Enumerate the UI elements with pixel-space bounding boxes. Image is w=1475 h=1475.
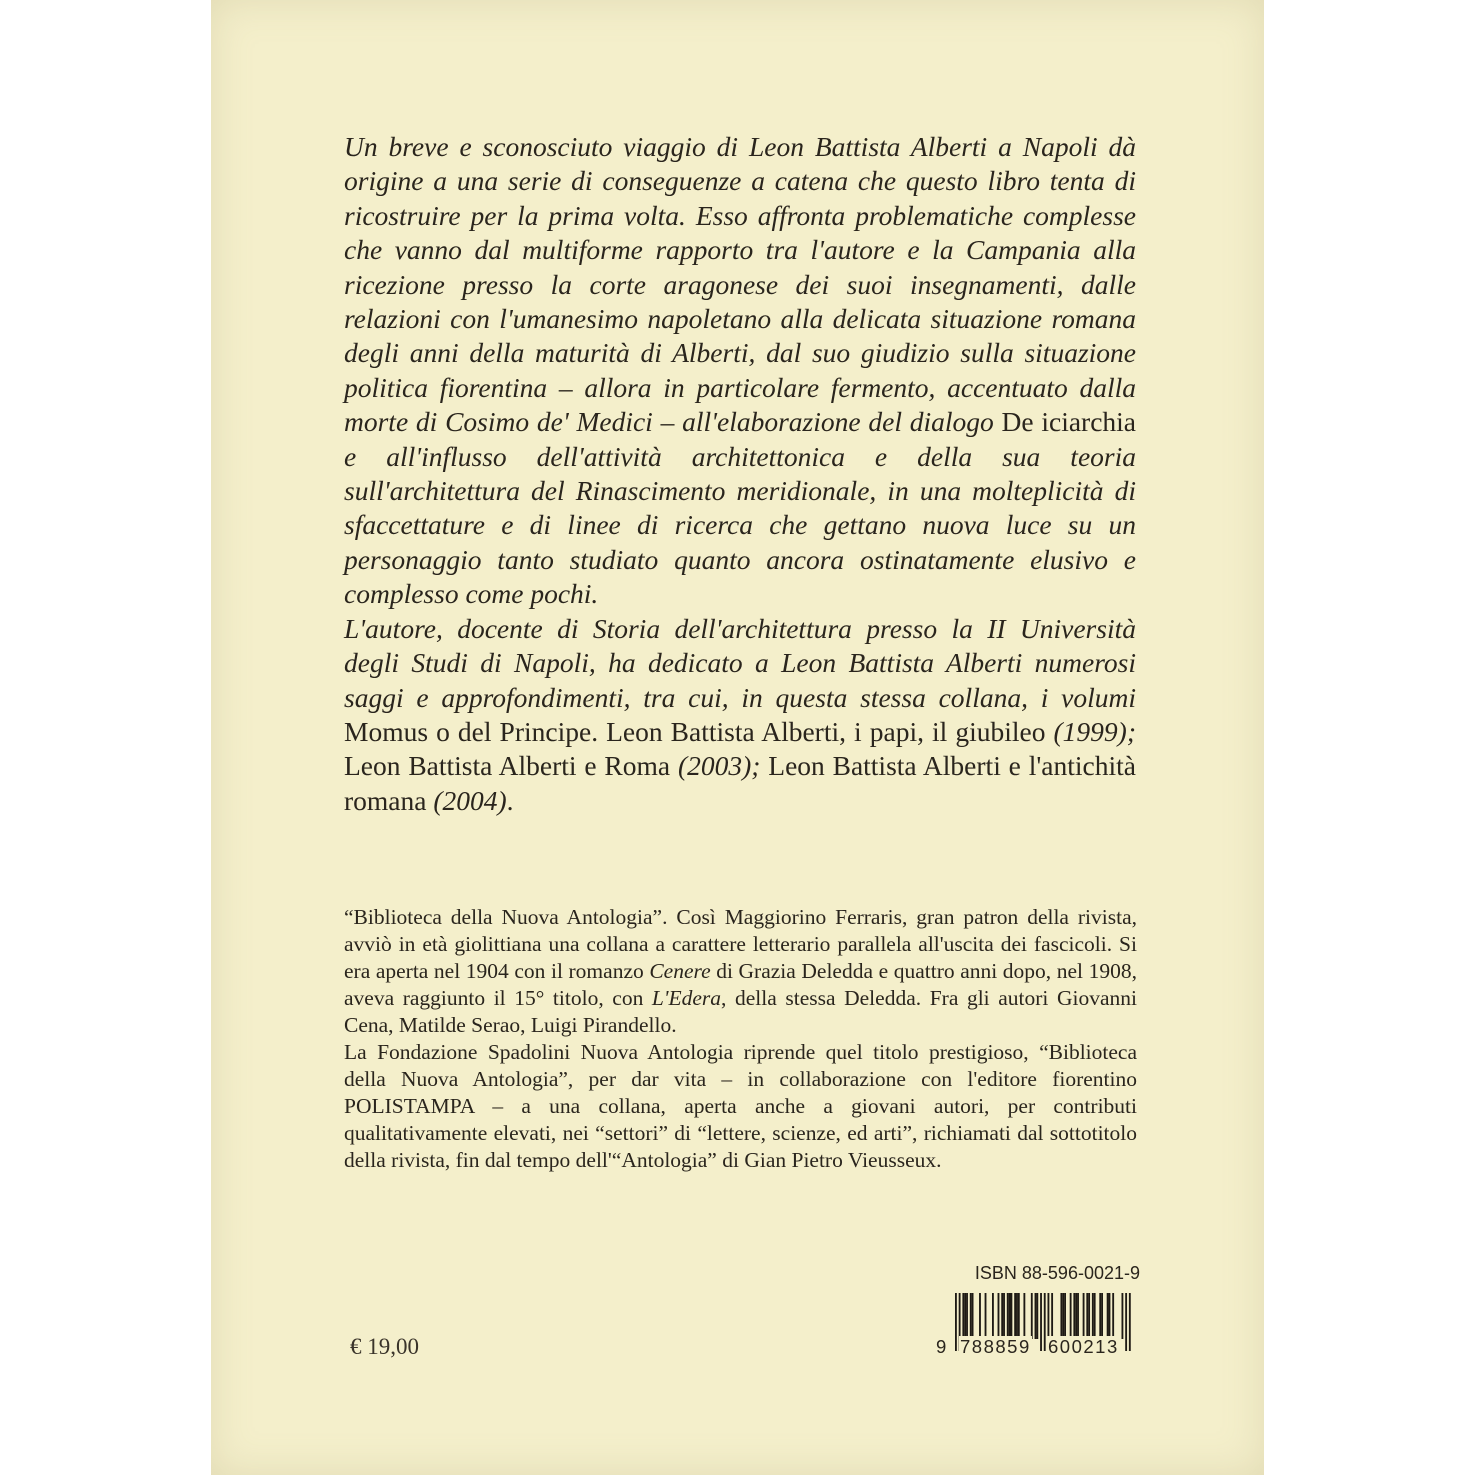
- series-paragraph-foundation: La Fondazione Spadolini Nuova Antologia riprende quel titolo prestigioso, “Biblioteca della Nuova Antologia”, per dar vita – in collaborazione con l'editore fiorentino POLISTAMPA – a una collana, aperta anche a giovani autori, per contributi qualitativamente elevati, nei “settori” di “lettere, scienze, ed arti”, richiamati dal sottotitolo della rivista, fin dal tempo dell'“Antologia” di Gian Pietro Vieusseux.: [344, 1040, 1137, 1172]
- barcode-bar: [962, 1293, 964, 1339]
- barcode-bar: [970, 1293, 972, 1339]
- barcode-first-digit: 9: [936, 1336, 947, 1357]
- barcode-bar: [979, 1293, 981, 1339]
- barcode-bar: [1125, 1293, 1127, 1351]
- barcode-bar: [1086, 1293, 1088, 1339]
- blurb-title-roma: Leon Battista Alberti e Roma: [344, 750, 671, 782]
- blurb-year-2004: (2004): [426, 784, 507, 816]
- price: € 19,00: [350, 1334, 419, 1359]
- book-blurb: [344, 130, 1136, 818]
- blurb-author-text: L'autore, docente di Storia dell'architettura presso la II Università degli Studi di Napoli, ha dedicato a Leon Battista Alberti numerosi saggi e approfondimenti, tra cui, in questa stessa collana, i volumi: [344, 612, 1136, 713]
- blurb-year-2003: (2003);: [670, 750, 769, 782]
- barcode-bar: [1023, 1293, 1025, 1339]
- isbn-label: ISBN 88-596-0021-9: [974, 1263, 1140, 1283]
- barcode-right-group: 600213: [1048, 1336, 1119, 1357]
- blurb-end-period: .: [506, 784, 514, 816]
- barcode-bar: [1001, 1293, 1003, 1339]
- barcode-bar: [1044, 1293, 1046, 1351]
- barcode-bar: [1051, 1293, 1053, 1339]
- barcode-bar: [992, 1293, 994, 1339]
- blurb-summary-text-2: e all'influsso dell'attività architettonica e della sua teoria sull'architettura del Rinascimento meridionale, in una molteplicità di sfaccettature e di linee di ricerca che gettano nuova luce su un personaggio tanto studiato quanto ancora ostinatamente elusivo e complesso come pochi.: [344, 440, 1136, 610]
- barcode-bar: [1009, 1293, 1011, 1339]
- barcode-bar: [1094, 1293, 1096, 1339]
- series-title-cenere: Cenere: [649, 959, 711, 983]
- barcode-bar: [972, 1293, 974, 1339]
- barcode-bar: [985, 1293, 987, 1339]
- barcode-bar: [1122, 1293, 1124, 1339]
- barcode-bar: [1064, 1293, 1066, 1339]
- blurb-paragraph-author: [344, 612, 1136, 818]
- barcode-bar: [1112, 1293, 1114, 1339]
- series-history-text-3: , della stessa Deledda. Fra gli autori Giovanni Cena, Matilde Serao, Luigi Pirandello.: [344, 986, 1137, 1037]
- barcode-bar: [1031, 1293, 1033, 1339]
- barcode-bar: [1099, 1293, 1101, 1339]
- series-note: [344, 904, 1137, 1174]
- barcode-bar: [1092, 1293, 1094, 1339]
- barcode-bar: [1003, 1293, 1005, 1339]
- barcode-bar: [1040, 1293, 1042, 1351]
- series-title-edera: L'Edera: [651, 986, 722, 1010]
- barcode-bar: [1101, 1293, 1103, 1339]
- barcode-bar: [1077, 1293, 1079, 1339]
- barcode-bar: [1109, 1293, 1111, 1339]
- blurb-summary-text-1: Un breve e sconosciuto viaggio di Leon Battista Alberti a Napoli dà origine a una serie di conseguenze a catena che questo libro tenta di ricostruire per la prima volta. Esso affronta problematiche complesse che vanno dal multiforme rapporto tra l'autore e la Campania alla ricezione presso la corte aragonese dei suoi insegnamenti, dalle relazioni con l'umanesimo napoletano alla delicata situazione romana degli anni della maturità di Alberti, dal suo giudizio sulla situazione politica fiorentina – allora in particolare fermento, accentuato dalla morte di Cosimo de' Medici – all'elaborazione del dialogo: [344, 131, 1136, 438]
- barcode-bar: [1018, 1293, 1020, 1339]
- series-paragraph-history: [344, 904, 1137, 1039]
- blurb-paragraph-summary: [344, 130, 1136, 612]
- barcode-bar: [1107, 1293, 1109, 1339]
- barcode-bar: [1007, 1293, 1009, 1339]
- barcode-bar: [1073, 1293, 1075, 1339]
- series-history-text-1: “Biblioteca della Nuova Antologia”. Così Maggiorino Ferraris, gran patron della rivista, avviò in età giolittiana una collana a carattere letterario parallela all'uscita dei fascicoli. Si era aperta nel 1904 con il romanzo: [344, 905, 1137, 983]
- barcode-bar: [955, 1293, 957, 1351]
- barcode-bar: [1088, 1293, 1090, 1339]
- barcode-bar: [1048, 1293, 1050, 1339]
- barcode-bar: [1014, 1293, 1016, 1339]
- blurb-year-1999: (1999);: [1045, 715, 1136, 747]
- barcode-bar: [998, 1293, 1000, 1339]
- series-history-text-2: di Grazia Deledda e quattro anni dopo, nel 1908, aveva raggiunto il 15° titolo, con: [344, 959, 1137, 1010]
- barcode-bar: [1070, 1293, 1072, 1339]
- blurb-title-momus: Momus o del Principe. Leon Battista Alberti, i papi, il giubileo: [344, 715, 1046, 747]
- barcode-bar: [1035, 1293, 1037, 1339]
- barcode-bar: [1083, 1293, 1085, 1339]
- barcode-bar: [1036, 1293, 1038, 1339]
- barcode-bar: [1060, 1293, 1062, 1339]
- blurb-title-antichita: Leon Battista Alberti e l'antichità romana: [344, 750, 1136, 816]
- barcode-bar: [1075, 1293, 1077, 1339]
- blurb-title-de-iciarchia: De iciarchia: [1001, 406, 1136, 438]
- barcode-bar: [1062, 1293, 1064, 1339]
- barcode-bar: [1016, 1293, 1018, 1339]
- barcode-bar: [1011, 1293, 1013, 1339]
- barcode-bar: [1129, 1293, 1131, 1351]
- barcode-bar: [966, 1293, 968, 1339]
- barcode-left-group: 788859: [960, 1336, 1031, 1357]
- barcode-bar: [964, 1293, 966, 1339]
